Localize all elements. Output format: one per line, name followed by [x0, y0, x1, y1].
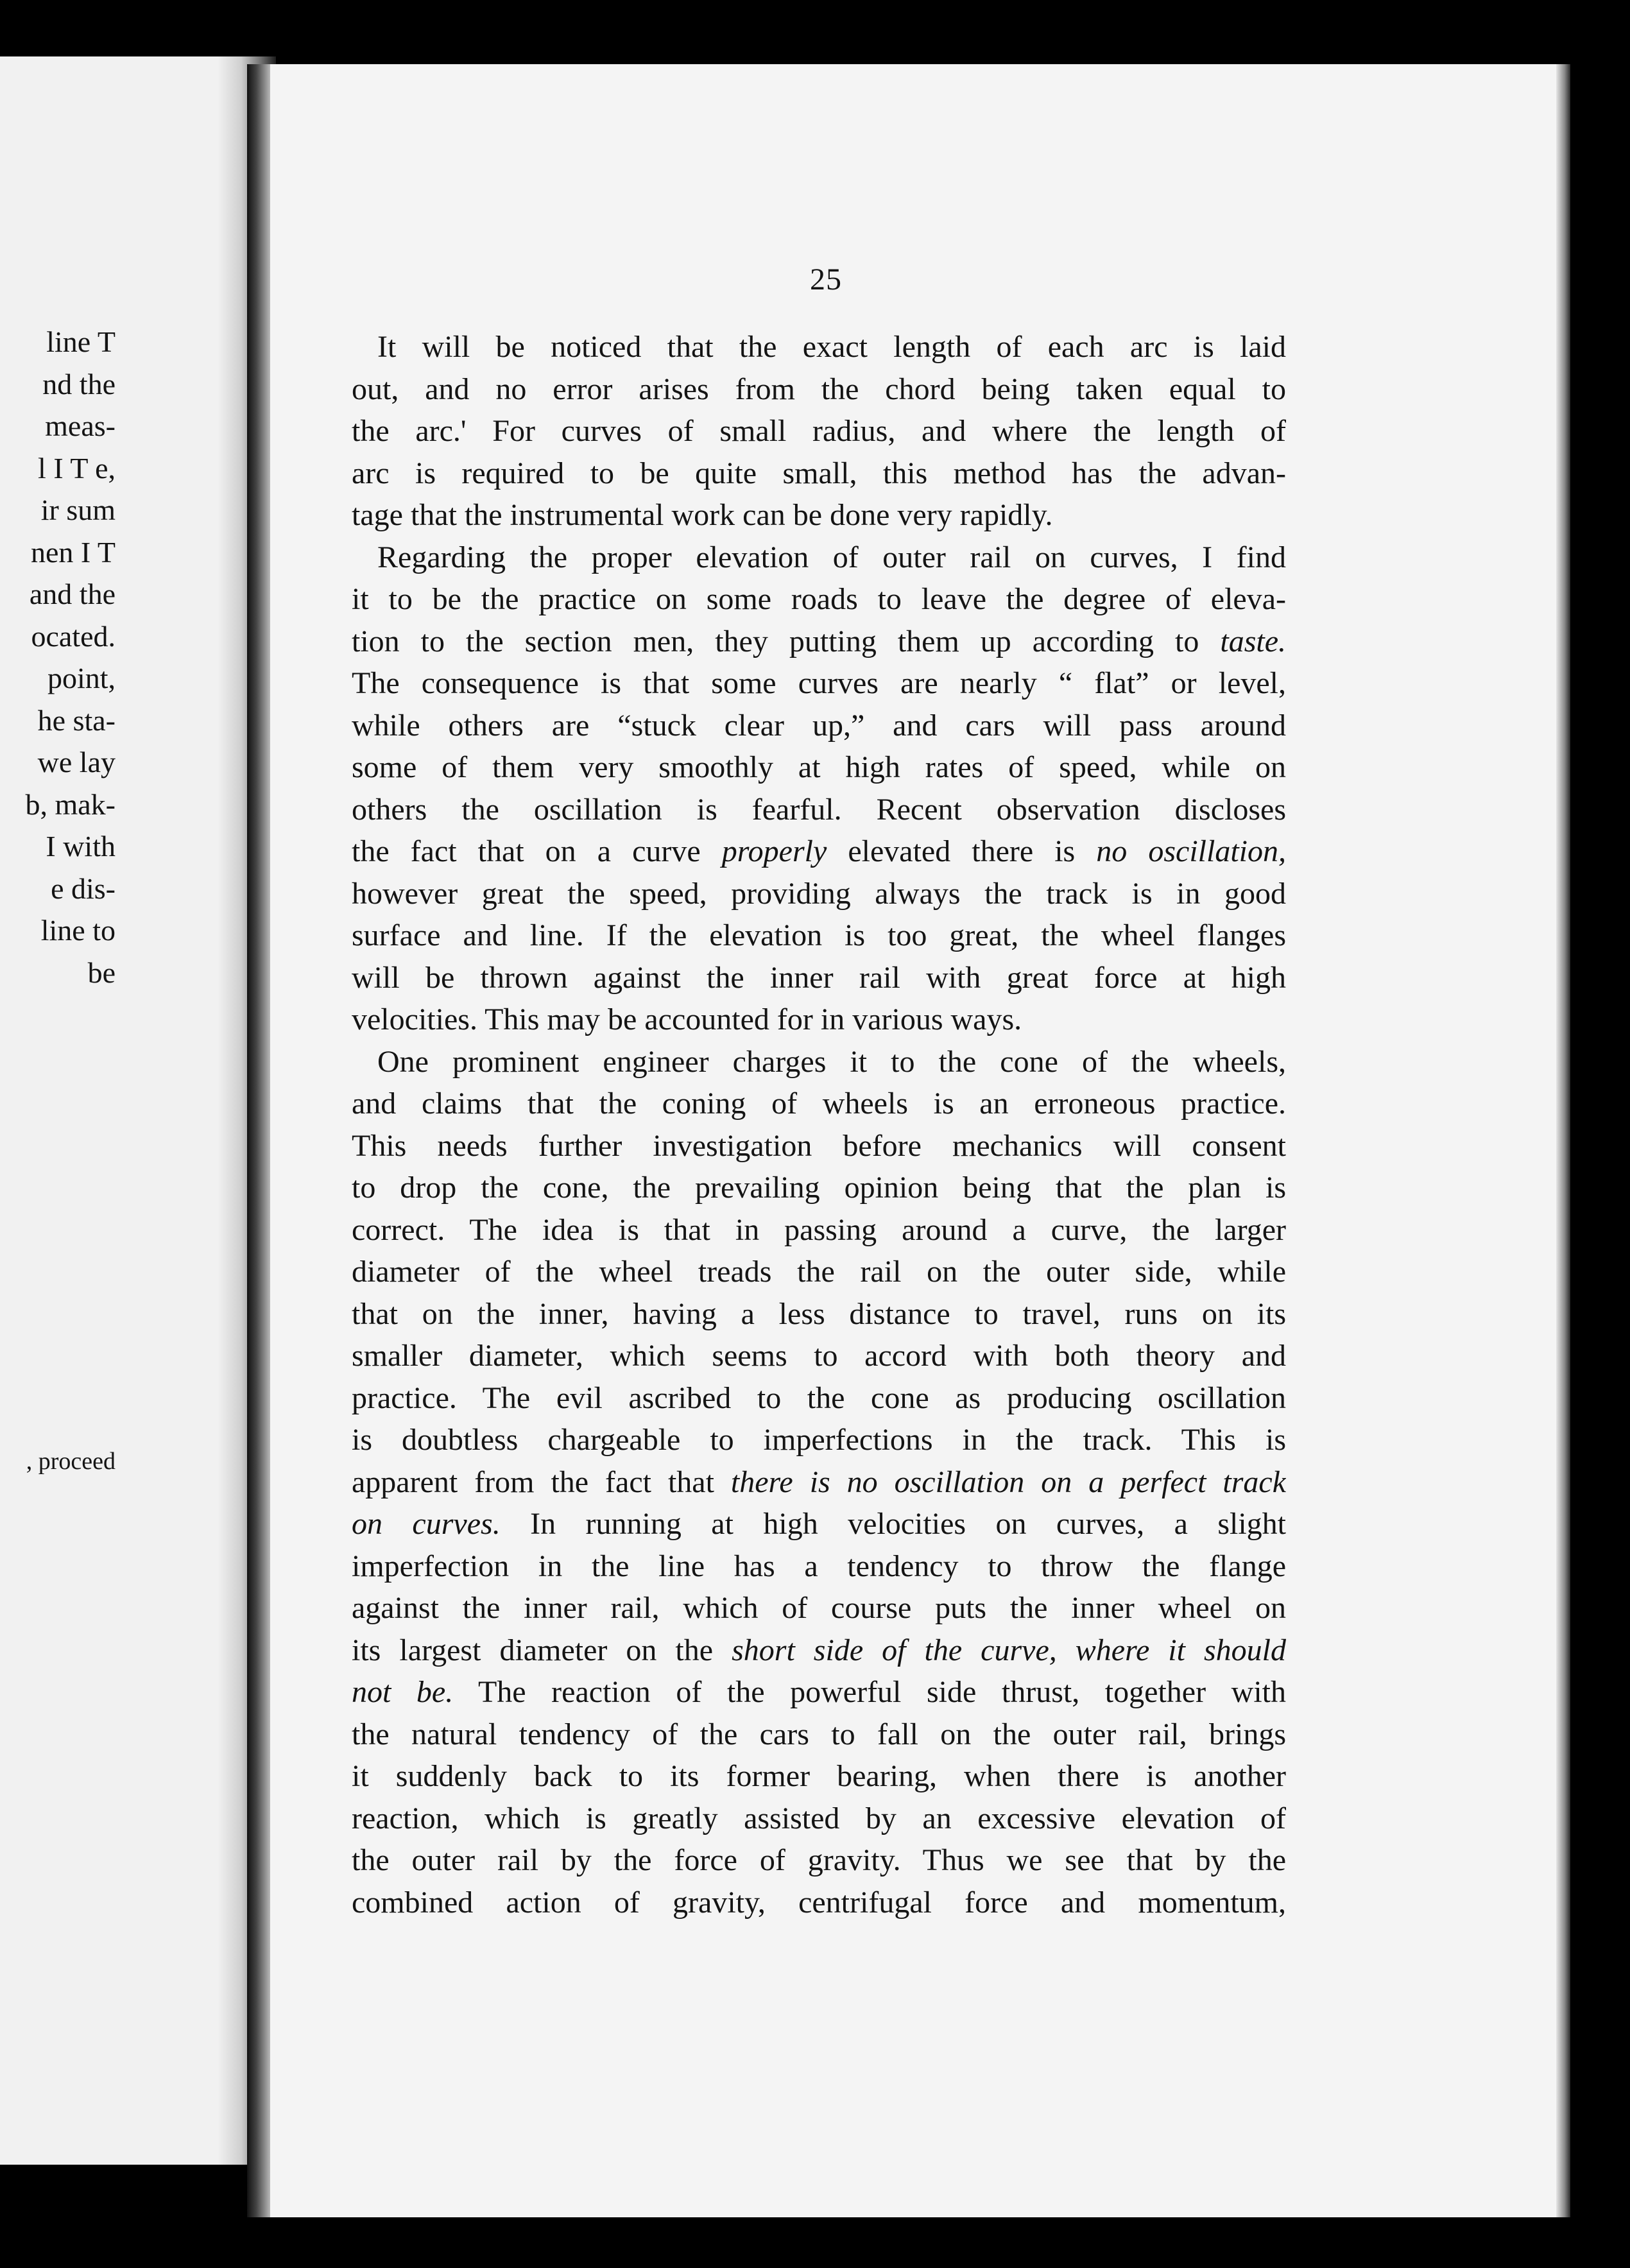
italic-phrase: there is no oscillation on a perfect track — [730, 1465, 1286, 1499]
text-line: diameter of the wheel treads the rail on the outer side, while — [352, 1255, 1286, 1289]
italic-phrase: no oscillation, — [1096, 834, 1286, 868]
italic-phrase: taste. — [1220, 624, 1286, 658]
text-line: it suddenly back to its former bearing, when there is another — [352, 1759, 1286, 1793]
left-line: nd the — [42, 367, 116, 400]
left-line: line T — [46, 325, 116, 358]
left-line: I with — [46, 830, 116, 863]
text-line: is doubtless chargeable to imperfections in the track. This is — [352, 1423, 1286, 1457]
page-number: 25 — [810, 262, 842, 296]
text-line: others the oscillation is fearful. Recent observation discloses — [352, 792, 1286, 827]
left-line: line to — [40, 914, 116, 947]
text-line: imperfection in the line has a tendency to throw the flange — [352, 1549, 1286, 1583]
text-line: against the inner rail, which of course puts the inner wheel on — [352, 1591, 1286, 1625]
text-line: One prominent engineer charges it to the cone of the wheels, — [377, 1044, 1286, 1079]
text-line: its largest diameter on the short side of the curve, where it should — [352, 1633, 1286, 1667]
text-line: the natural tendency of the cars to fall on the outer rail, brings — [352, 1717, 1286, 1751]
italic-phrase: on curves. — [352, 1507, 501, 1541]
text-line: velocities. This may be accounted for in various ways. — [352, 1002, 1022, 1036]
text-line: correct. The idea is that in passing around a curve, the larger — [352, 1212, 1286, 1247]
text-line: tion to the section men, they putting them up according to taste. — [352, 624, 1286, 658]
text-line: not be. The reaction of the powerful side thrust, together with — [352, 1675, 1286, 1709]
left-page-text — [0, 321, 116, 993]
right-page-edge — [1556, 64, 1570, 2217]
text-line: the fact that on a curve properly elevated there is no oscillation, — [352, 834, 1286, 868]
left-line: meas- — [45, 409, 116, 442]
text-line: some of them very smoothly at high rates of speed, while on — [352, 750, 1286, 784]
left-line: ocated. — [31, 619, 116, 653]
left-line: b, mak- — [25, 787, 116, 821]
text-line: This needs further investigation before mechanics will consent — [352, 1128, 1286, 1163]
text-line: arc is required to be quite small, this method has the advan- — [352, 456, 1286, 490]
text-line: combined action of gravity, centrifugal force and momentum, — [352, 1885, 1286, 1920]
text-line: The consequence is that some curves are nearly “ flat” or level, — [352, 666, 1286, 700]
left-line: l I T e, — [38, 451, 116, 485]
text-line: however great the speed, providing always the track is in good — [352, 876, 1286, 911]
text-line: on curves. In running at high velocities on curves, a slight — [352, 1507, 1286, 1541]
left-line: he sta- — [37, 703, 116, 737]
text-line: It will be noticed that the exact length of each arc is laid — [377, 330, 1286, 364]
left-line: ir sum — [40, 494, 116, 526]
left-line: be — [87, 956, 116, 989]
left-line: e dis- — [51, 872, 116, 905]
italic-phrase: properly — [721, 834, 827, 868]
text-line: reaction, which is greatly assisted by an excessive elevation of — [352, 1801, 1286, 1835]
text-line: while others are “stuck clear up,” and cars will pass around — [352, 708, 1286, 743]
body-text — [352, 326, 1286, 1923]
text-line: to drop the cone, the prevailing opinion being that the plan is — [352, 1171, 1286, 1205]
text-line: out, and no error arises from the chord being taken equal to — [352, 372, 1286, 406]
left-page-proceed: , proceed — [26, 1448, 116, 1475]
text-line: tage that the instrumental work can be done very rapidly. — [352, 498, 1053, 532]
text-line: practice. The evil ascribed to the cone as producing oscillation — [352, 1380, 1286, 1415]
italic-phrase: short side of the curve, where it should — [732, 1633, 1286, 1667]
italic-phrase: not be. — [352, 1675, 454, 1709]
text-line: apparent from the fact that there is no oscillation on a perfect track — [352, 1465, 1286, 1499]
text-line: the outer rail by the force of gravity. Thus we see that by the — [352, 1843, 1286, 1877]
text-line: the arc.' For curves of small radius, and where the length of — [352, 414, 1286, 448]
left-line: point, — [47, 662, 116, 694]
left-line: we lay — [37, 746, 116, 778]
text-line: Regarding the proper elevation of outer rail on curves, I find — [377, 540, 1286, 574]
text-line: surface and line. If the elevation is too great, the wheel flanges — [352, 918, 1286, 952]
right-page-spine-shadow — [247, 64, 270, 2217]
left-line: and the — [29, 578, 116, 610]
left-line: nen I T — [30, 535, 116, 569]
text-line: will be thrown against the inner rail with great force at high — [352, 960, 1286, 995]
text-line: smaller diameter, which seems to accord with both theory and — [352, 1339, 1286, 1373]
text-line: it to be the practice on some roads to leave the degree of eleva- — [352, 582, 1286, 616]
text-line: and claims that the coning of wheels is an erroneous practice. — [352, 1087, 1286, 1121]
text-line: that on the inner, having a less distance to travel, runs on its — [352, 1296, 1286, 1331]
